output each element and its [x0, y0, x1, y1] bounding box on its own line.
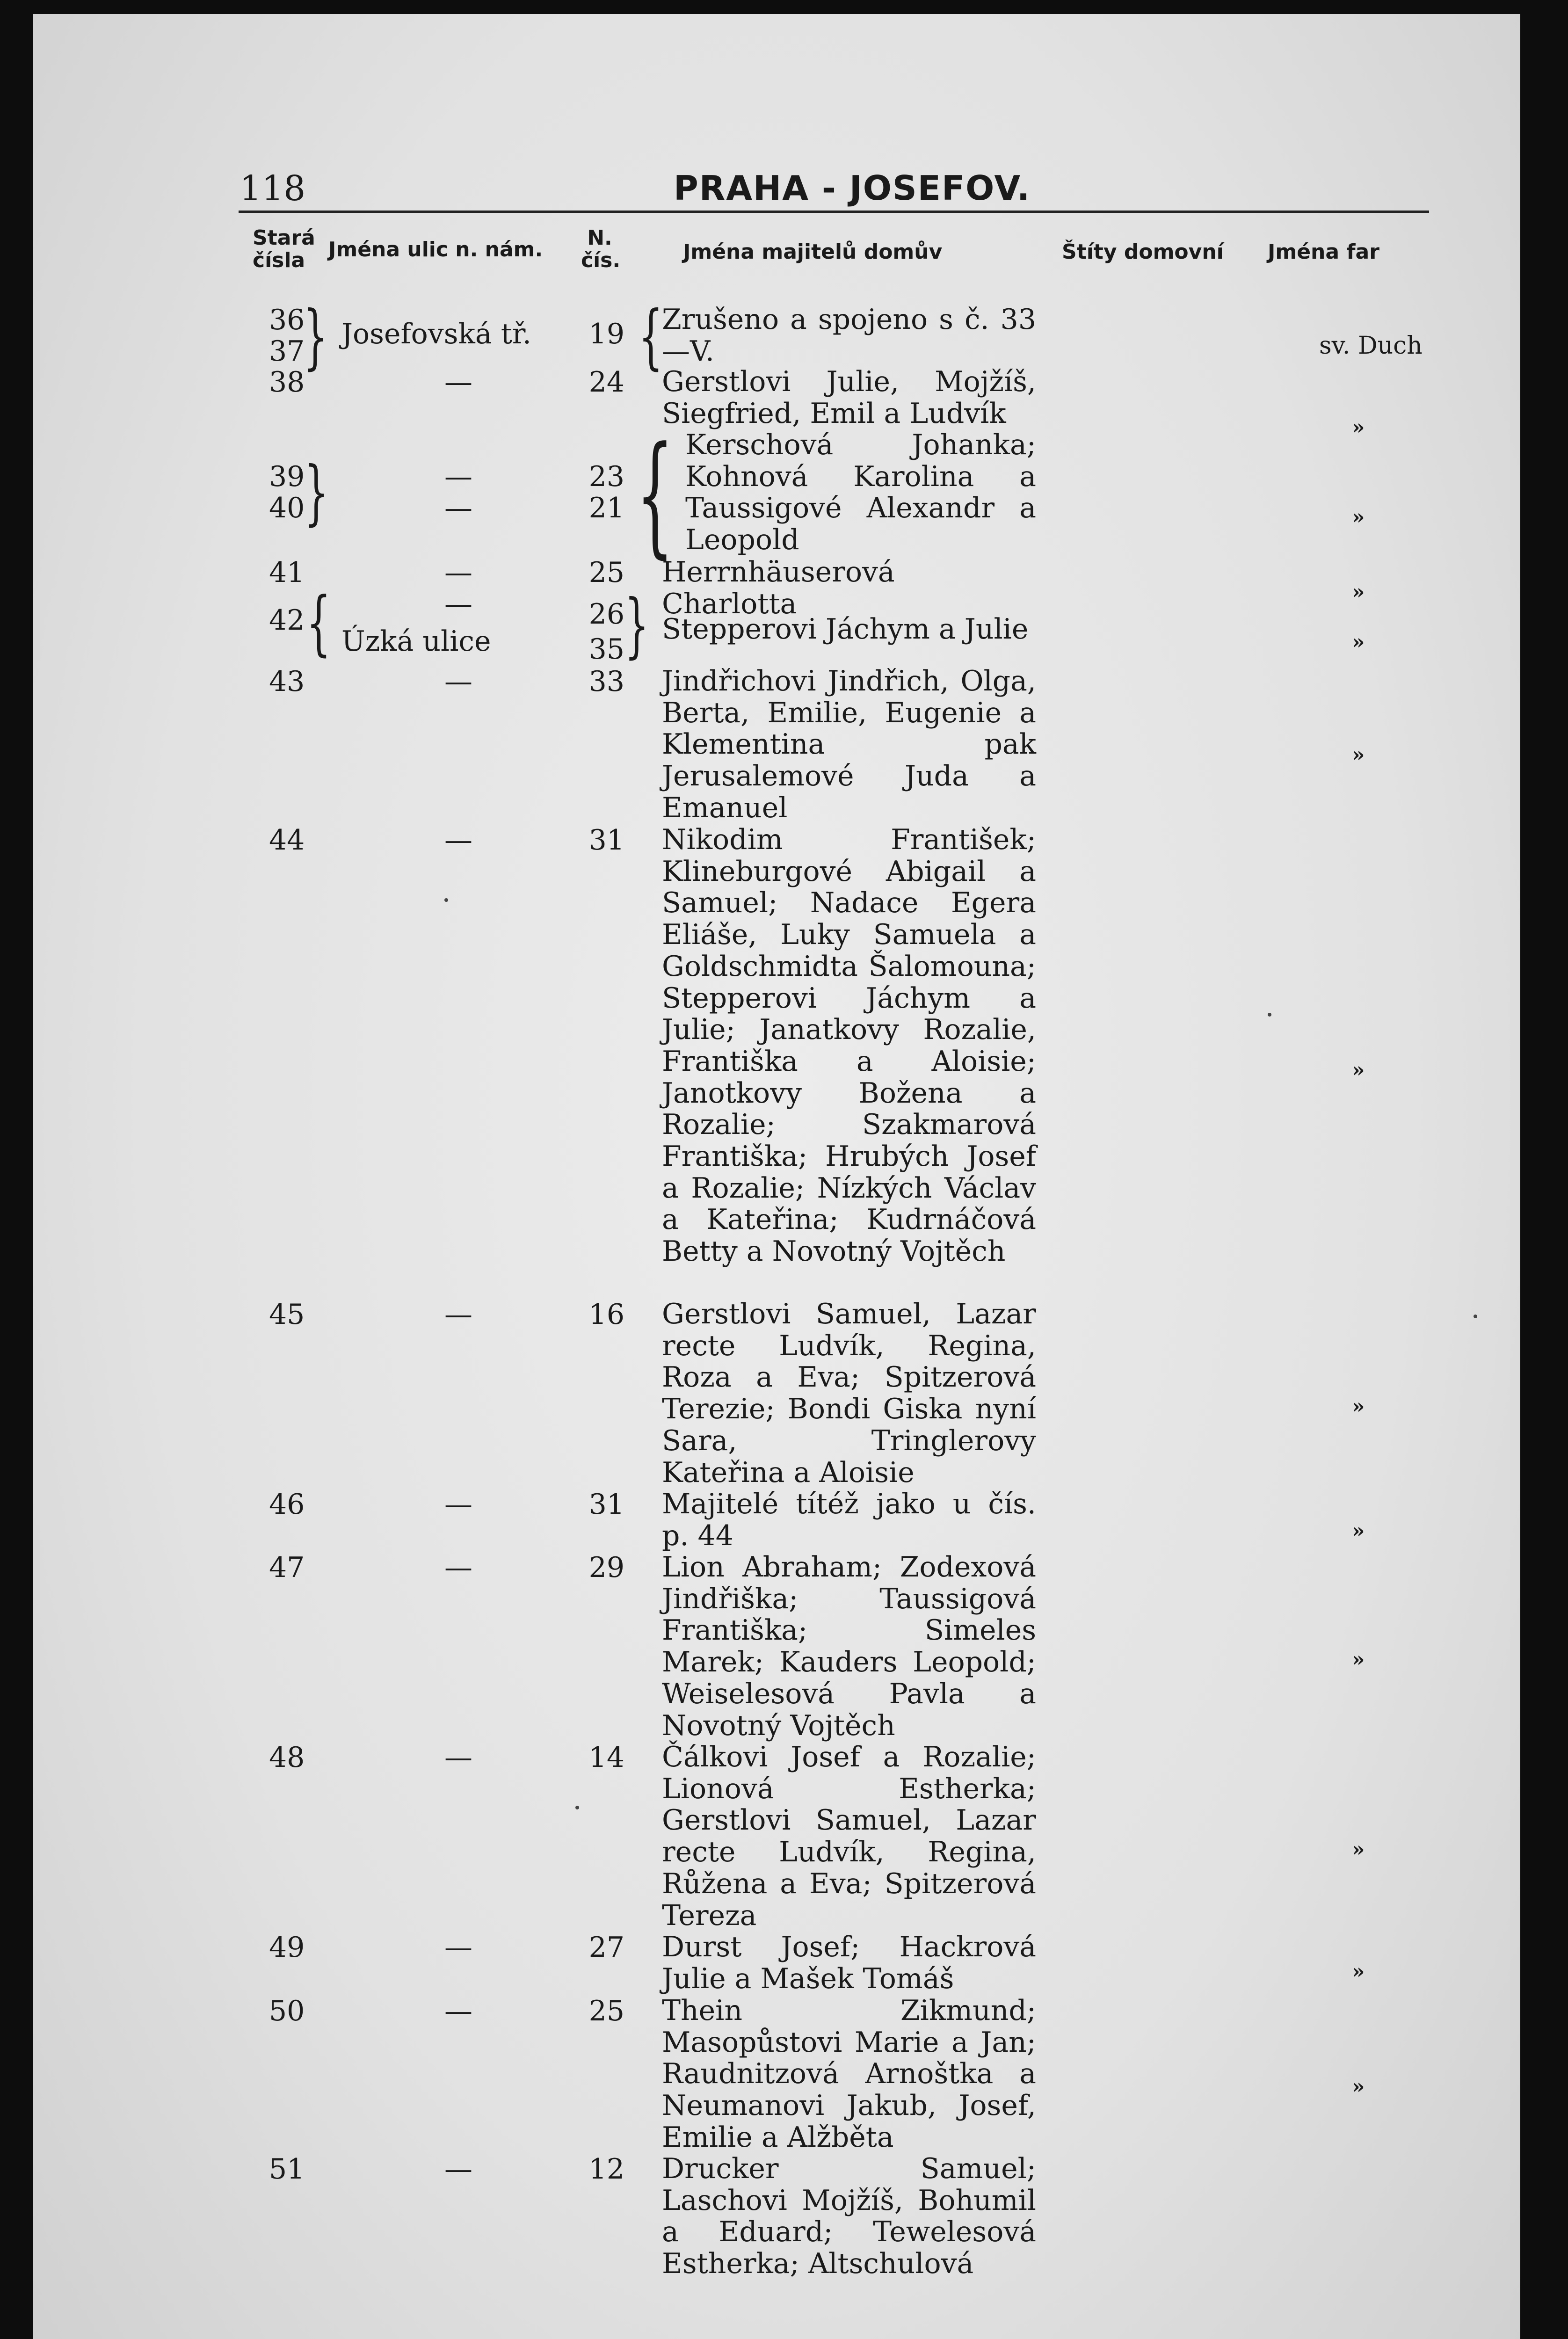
street-ditto-dash: —: [444, 588, 472, 620]
brace: }: [304, 452, 329, 533]
col-signs: Štíty domovní: [1062, 240, 1224, 264]
header-rule: [239, 211, 1429, 213]
cp-number: 19: [588, 318, 624, 350]
street-ditto-dash: —: [444, 556, 472, 589]
brace: }: [624, 585, 649, 666]
owners: Stepperovi Jáchym a Julie: [662, 613, 1029, 646]
old-number: 49: [269, 1931, 305, 1964]
parish-ditto: »: [1352, 1838, 1365, 1861]
brace: {: [639, 296, 663, 378]
old-number: 39: [269, 460, 305, 493]
parish-ditto: »: [1352, 1648, 1365, 1671]
brace: {: [636, 419, 674, 571]
old-number: 41: [269, 556, 305, 589]
paper-speck: [1268, 1013, 1271, 1017]
owners: Gerstlovi Samuel, Lazar recte Ludvík, Regina, Roza a Eva; Spitzerová Terezie; Bondi Giska nyní Sara, Tringlerovy Kateřina a Aloisie: [662, 1298, 1036, 1489]
street-ditto-dash: —: [444, 1298, 472, 1331]
old-number: 36: [269, 304, 305, 336]
owners: Kerschová Johanka; Kohnová Karolina a Taussigové Alexandr a Leopold: [685, 429, 1036, 557]
owners: Thein Zikmund; Masopůstovi Marie a Jan; Raudnitzová Arnoštka a Neumanovi Jakub, Josef, Emilie a Alžběta: [662, 1994, 1036, 2154]
cp-number: 21: [588, 492, 624, 524]
parish: sv. Duch: [1319, 332, 1423, 360]
cp-number: 31: [588, 824, 624, 857]
paper-speck: [1474, 1315, 1477, 1318]
owners: Jindřichovi Jindřich, Olga, Berta, Emilie, Eugenie a Klementina pak Jerusalemové Juda a Emanuel: [662, 665, 1036, 824]
old-number: 50: [269, 1995, 305, 2027]
old-number: 42: [269, 604, 305, 637]
parish-ditto: »: [1352, 630, 1365, 654]
parish-ditto: »: [1352, 1519, 1365, 1543]
owners: Herrnhäuserová Charlotta: [662, 556, 895, 620]
old-number: 51: [269, 2153, 305, 2186]
paper-speck: [444, 898, 448, 902]
running-title: PRAHA - JOSEFOV.: [674, 168, 1031, 208]
parish-ditto: »: [1352, 505, 1365, 529]
parish-ditto: »: [1352, 580, 1365, 604]
street-name: Úzká ulice: [341, 625, 491, 658]
street-name: Josefovská tř.: [341, 318, 531, 350]
cp-number: 12: [588, 2153, 624, 2186]
parish-ditto: »: [1352, 743, 1365, 767]
parish-ditto: »: [1352, 1960, 1365, 1983]
owners: Drucker Samuel; Laschovi Mojžíš, Bohumil a Eduard; Tewelesová Estherka; Altschulová: [662, 2152, 1036, 2281]
street-ditto-dash: —: [444, 1931, 472, 1964]
old-number: 40: [269, 492, 305, 524]
street-ditto-dash: —: [444, 1741, 472, 1774]
brace: {: [306, 582, 331, 664]
street-ditto-dash: —: [444, 1488, 472, 1521]
cp-number: 25: [588, 556, 624, 589]
cp-number: 23: [588, 460, 624, 493]
street-ditto-dash: —: [444, 366, 472, 399]
parish-ditto: »: [1352, 1395, 1365, 1418]
cp-number: 25: [588, 1995, 624, 2027]
parish-ditto: »: [1352, 1058, 1365, 1082]
owners: Majitelé títéž jako u čís. p. 44: [662, 1488, 1036, 1552]
cp-number: 35: [588, 633, 624, 666]
old-number: 44: [269, 824, 305, 857]
street-ditto-dash: —: [444, 824, 472, 857]
old-number: 37: [269, 335, 305, 368]
cp-number: 29: [588, 1551, 624, 1584]
old-number: 45: [269, 1298, 305, 1331]
cp-number: 31: [588, 1488, 624, 1521]
old-number: 47: [269, 1551, 305, 1584]
page-number: 118: [240, 168, 306, 209]
owners: Lion Abraham; Zodexová Jindřiška; Taussigová Františka; Simeles Marek; Kauders Leopold; Weiselesová Pavla a Novotný Vojtěch: [662, 1551, 1036, 1742]
cp-number: 16: [588, 1298, 624, 1331]
col-old-numbers: Stará čísla: [253, 226, 315, 272]
cp-number: 27: [588, 1931, 624, 1964]
cp-number: 14: [588, 1741, 624, 1774]
owners: Nikodim František; Klineburgové Abigail a Samuel; Nadace Egera Eliáše, Luky Samuela a Goldschmidta Šalomouna; Stepperovi Jáchym a Julie; Janatkovy Rozalie, Františka a Aloisie; Janotkovy Božena a Rozalie; Szakmarová Františka; Hrubých Josef a Rozalie; Nízkých Václav a Kateřina; Kudrnáčová Betty a Novotný Vojtěch: [662, 823, 1036, 1268]
cp-number: 26: [588, 598, 624, 631]
owners: Zrušeno a spojeno s č. 33—V.: [662, 303, 1036, 368]
street-ditto-dash: —: [444, 1551, 472, 1584]
col-parishes: Jména far: [1268, 240, 1379, 264]
paper-speck: [575, 1806, 579, 1809]
cp-number: 24: [588, 366, 624, 399]
owners: Gerstlovi Julie, Mojžíš, Siegfried, Emil a Ludvík: [662, 365, 1036, 430]
street-ditto-dash: —: [444, 492, 472, 524]
owners: Čálkovi Josef a Rozalie; Lionová Estherka; Gerstlovi Samuel, Lazar recte Ludvík, Regina, Růžena a Eva; Spitzerová Tereza: [662, 1741, 1036, 1932]
old-number: 38: [269, 366, 305, 399]
cp-number: 33: [588, 665, 624, 698]
col-streets: Jména ulic n. nám.: [328, 238, 543, 262]
parish-ditto: »: [1352, 2075, 1365, 2099]
owners: Durst Josef; Hackrová Julie a Mašek Tomáš: [662, 1931, 1036, 1995]
street-ditto-dash: —: [444, 1995, 472, 2027]
brace: }: [303, 296, 328, 378]
old-number: 46: [269, 1488, 305, 1521]
street-ditto-dash: —: [444, 460, 472, 493]
street-ditto-dash: —: [444, 2153, 472, 2186]
street-ditto-dash: —: [444, 665, 472, 698]
col-owners: Jména majitelů domův: [683, 240, 943, 264]
col-cp: N. čís.: [581, 226, 621, 272]
old-number: 48: [269, 1741, 305, 1774]
book-page: [33, 14, 1520, 2339]
parish-ditto: »: [1352, 415, 1365, 439]
old-number: 43: [269, 665, 305, 698]
